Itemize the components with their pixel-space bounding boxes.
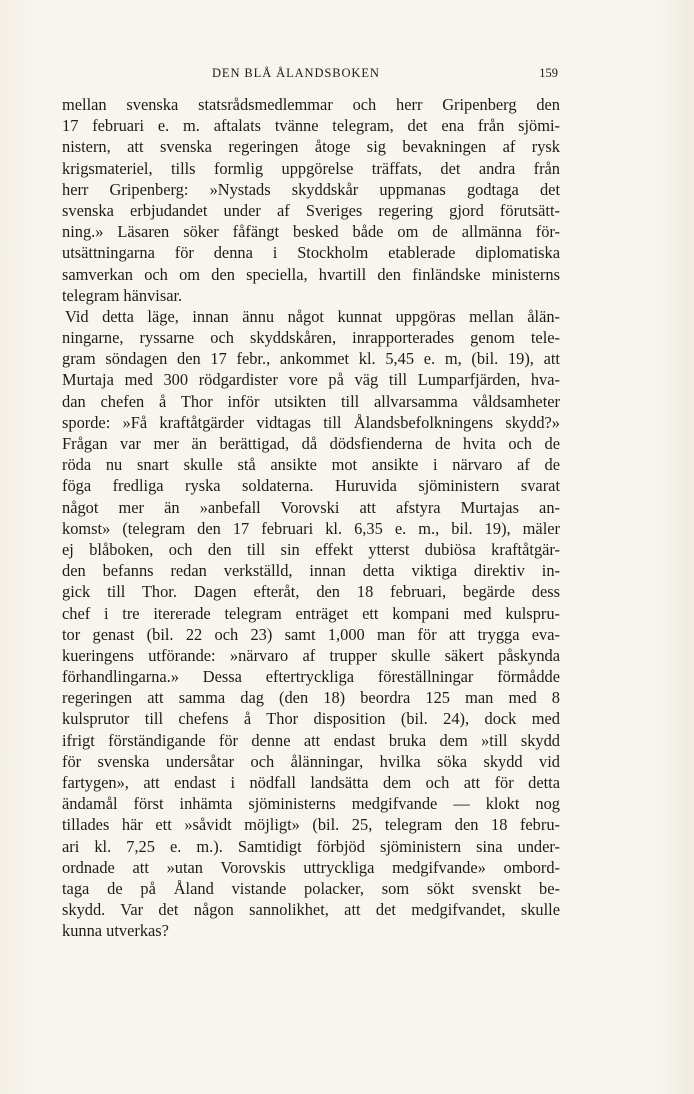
text-line: regeringen att samma dag (den 18) beordra 125 man med 8: [62, 688, 560, 708]
text-line: Vid detta läge, innan ännu något kunnat uppgöras mellan ålän-: [65, 306, 560, 326]
text-line: samverkan och om den speciella, hvartill den finländske ministerns: [62, 264, 560, 284]
text-line: gram söndagen den 17 febr., ankommet kl. 5,45 e. m, (bil. 19), att: [62, 349, 560, 369]
text-line: skydd. Var det någon sannolikhet, att det medgifvandet, skulle: [62, 900, 560, 920]
text-line: sporde: »Få kraftåtgärder vidtagas till Ålandsbefolkningens skydd?»: [62, 412, 560, 432]
text-line: ändamål först inhämta sjöministerns medgifvande — klokt nog: [62, 794, 560, 814]
text-line: den befanns redan verkställd, innan detta viktiga direktiv in-: [62, 561, 560, 581]
text-line: krigsmateriel, tills formlig uppgörelse träffats, det andra från: [62, 158, 560, 178]
text-line: ordnade att »utan Vorovskis uttryckliga medgifvande» ombord-: [62, 857, 560, 877]
text-line: ning.» Läsaren söker fåfängt besked både om de allmänna för-: [62, 222, 560, 242]
text-line: nistern, att svenska regeringen åtoge sig bevakningen af rysk: [62, 137, 560, 157]
page-number: 159: [539, 66, 558, 80]
text-line: något mer än »anbefall Vorovski att afstyra Murtajas an-: [62, 497, 560, 517]
text-line: kueringens utförande: »närvaro af trupper skulle säkert påskynda: [62, 645, 560, 665]
text-line: herr Gripenberg: »Nystads skyddskår uppmanas godtaga det: [62, 179, 560, 199]
text-line: Frågan var mer än berättigad, då dödsfienderna de hvita och de: [62, 434, 560, 453]
text-line: 17 februari e. m. aftalats tvänne telegram, det ena från sjömi-: [62, 116, 560, 136]
text-line: taga de på Åland vistande polacker, som sökt svenskt be-: [62, 878, 560, 898]
text-line: ari kl. 7,25 e. m.). Samtidigt förbjöd sjöministern sina under-: [62, 836, 560, 856]
text-line: röda nu snart skulle stå ansikte mot ansikte i närvaro af de: [62, 455, 560, 475]
running-title: DEN BLÅ ÅLANDSBOKEN: [212, 66, 380, 80]
text-line: mellan svenska statsrådsmedlemmar och herr Gripenberg den: [62, 95, 560, 114]
text-line: ifrigt förständigande för denne att endast bruka dem »till skydd: [62, 730, 560, 750]
text-line: komst» (telegram den 17 februari kl. 6,35 e. m., bil. 19), mäler: [62, 518, 560, 538]
text-line: Murtaja med 300 rödgardister vore på väg till Lumparfjärden, hva-: [62, 370, 560, 390]
text-line: dan chefen å Thor inför utsikten till allvarsamma våldsamheter: [62, 391, 560, 411]
text-line: telegram hänvisar.: [62, 285, 183, 305]
text-line: kulsprutor till chefens å Thor disposition (bil. 24), dock med: [62, 709, 560, 729]
text-line: tor genast (bil. 22 och 23) samt 1,000 man för att trygga eva-: [62, 624, 560, 644]
text-line: utsättningarna för denna i Stockholm etablerade diplomatiska: [62, 243, 560, 263]
text-line: förhandlingarna.» Dessa eftertryckliga föreställningar förmådde: [62, 667, 560, 687]
text-line: ej blåboken, och den till sin effekt ytterst dubiösa kraftåtgär-: [62, 539, 560, 559]
text-line: för svenska undersåtar och ålänningar, hvilka söka skydd vid: [62, 751, 560, 771]
text-line: fartygen», att endast i nödfall landsätta dem och att för detta: [62, 773, 560, 792]
text-line: chef i tre itererade telegram enträget ett kompani med kulspru-: [62, 603, 560, 623]
body-text: [62, 94, 560, 942]
page-header: [62, 66, 558, 82]
text-line: svenska erbjudandet under af Sveriges regering gjord förutsätt-: [62, 200, 560, 220]
text-line: tillades här ett »såvidt möjligt» (bil. 25, telegram den 18 febru-: [62, 815, 560, 835]
text-line: gick till Thor. Dagen efteråt, den 18 februari, begärde dess: [62, 582, 560, 602]
text-line: ningarne, ryssarne och skyddskåren, inrapporterades genom tele-: [62, 328, 560, 348]
text-line: kunna utverkas?: [62, 921, 169, 941]
text-line: föga fredliga ryska soldaterna. Huruvida sjöministern svarat: [62, 476, 560, 496]
